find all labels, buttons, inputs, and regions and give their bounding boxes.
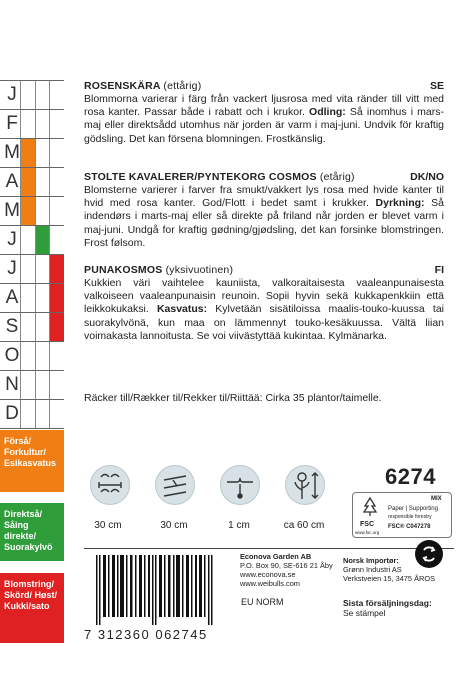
month-letter: J	[7, 229, 17, 250]
language-code: FI	[434, 264, 444, 276]
month-letter: A	[5, 171, 19, 192]
calendar-row-sep	[0, 312, 64, 341]
section-text: Blomsterne varierer i farver fra smukt/vakkert lys rosa med hvide kanter til hvid med rosa kanter. God/Flott i bedet samt i krukker. Dyrkning: Så indendørs i marts-maj eller så direkte på friland når jorden er blevet varm i maj-juni. Undgå for kraftig gødning/gjødsling, det kan forsinke blomstringen. Frost følsom.	[84, 184, 444, 249]
article-number: 6274	[385, 464, 436, 489]
divider	[84, 548, 454, 549]
section-heading: PUNAKOSMOS (yksivuotinen)	[84, 264, 234, 276]
last-sale-date: Sista försäljningsdag: Se stämpel	[343, 598, 432, 618]
calendar-row-feb	[0, 109, 64, 138]
fsc-url: www.fsc.org	[355, 530, 380, 535]
month-letter: N	[5, 374, 19, 395]
plant-spacing-label: 30 cm	[160, 520, 188, 531]
legend-presow: Förså/ Forkultur/ Esikasvatus	[0, 430, 64, 492]
legend-bloom-harvest: Blomstring/ Skörd/ Høst/ Kukki/sato	[0, 573, 64, 643]
section-heading: STOLTE KAVALERER/PYNTEKORG COSMOS (etårig)	[84, 171, 355, 183]
fsc-line2: responsible forestry	[388, 514, 432, 520]
calendar-row-jul	[0, 254, 64, 283]
yield-text: Räcker till/Rækker til/Rekker til/Riittää: Cirka 35 plantor/taimelle.	[84, 392, 382, 404]
barcode-icon	[88, 555, 224, 625]
section-text: Blommorna varierar i färg från vackert ljusrosa med vita ränder till vitt med rosa kanter. Passar både i rabatt och i krukor. Odling: Så inomhus i mars-maj eller direktsådd utomhus när jorden är varm i maj-juni. Undvik för kraftig gödsling. Det kan försena blomningen. Frostkänslig.	[84, 93, 444, 145]
section-danish-norwegian	[84, 171, 444, 250]
recycle-icon	[415, 540, 443, 568]
fsc-tree-icon	[359, 496, 381, 518]
calendar-row-nov	[0, 370, 64, 399]
month-letter: M	[4, 142, 20, 163]
section-finnish	[84, 264, 444, 343]
eu-norm: EU NORM	[241, 597, 284, 607]
calendar-row-jun	[0, 225, 64, 254]
month-letter: O	[4, 345, 20, 366]
calendar-row-jan	[0, 80, 64, 109]
fsc-mix: MIX	[431, 496, 442, 502]
plant-height-icon	[285, 465, 325, 505]
importer-address: Norsk Importør: Grønn Industri AS Verkstveien 15, 3475 ÅROS	[343, 556, 436, 583]
calendar-row-mar	[0, 138, 64, 167]
calendar-row-dec	[0, 399, 64, 429]
company-address: Econova Garden AB P.O. Box 90, SE-616 21 Åby www.econova.se www.weibulls.com	[240, 552, 333, 588]
row-spacing-icon	[90, 465, 130, 505]
language-code: DK/NO	[410, 171, 444, 183]
month-letter: A	[5, 287, 19, 308]
fsc-line1: Paper | Supporting	[388, 506, 438, 512]
calendar-row-apr	[0, 167, 64, 196]
sowing-depth-icon	[220, 465, 260, 505]
sowing-calendar	[0, 80, 64, 429]
calendar-row-aug	[0, 283, 64, 312]
fsc-code: FSC® C047278	[388, 524, 431, 530]
cultivation-icons	[84, 465, 344, 545]
fsc-brand: FSC	[360, 521, 374, 528]
section-text: Kukkien väri vaihtelee kauniista, valkoraitaisesta vaaleanpunaisesta valkoiseen vaaleanpunaisin reunoin. Sopii hyvin sekä kukkapenkkiin että leikkokukaksi. Kasvatus: Kylvetään sisätiloissa maalis-touko-kuussa tai suorakylvönä, kun maa on lämmennyt touko-kesäkuussa. Vältä liian voimakasta lannoitusta. Se voi viivästyttää kukintaa. Kylmänarka.	[84, 277, 445, 342]
barcode-number: 7 312360 062745	[84, 627, 208, 642]
sowing-depth-label: 1 cm	[228, 520, 250, 531]
month-letter: F	[6, 113, 18, 134]
month-letter: J	[7, 258, 17, 279]
fsc-label	[352, 492, 452, 538]
legend-direct-sow: Direktså/ Såing direkte/ Suorakylvö	[0, 503, 64, 561]
month-letter: J	[7, 84, 17, 105]
language-code: SE	[429, 80, 444, 92]
calendar-row-oct	[0, 341, 64, 370]
calendar-row-may	[0, 196, 64, 225]
plant-spacing-icon	[155, 465, 195, 505]
section-swedish	[84, 80, 444, 146]
section-heading: ROSENSKÄRA (ettårig)	[84, 80, 202, 92]
row-spacing-label: 30 cm	[94, 520, 122, 531]
month-letter: M	[4, 200, 20, 221]
month-letter: S	[5, 316, 19, 337]
month-letter: D	[5, 403, 19, 424]
plant-height-label: ca 60 cm	[283, 520, 325, 531]
